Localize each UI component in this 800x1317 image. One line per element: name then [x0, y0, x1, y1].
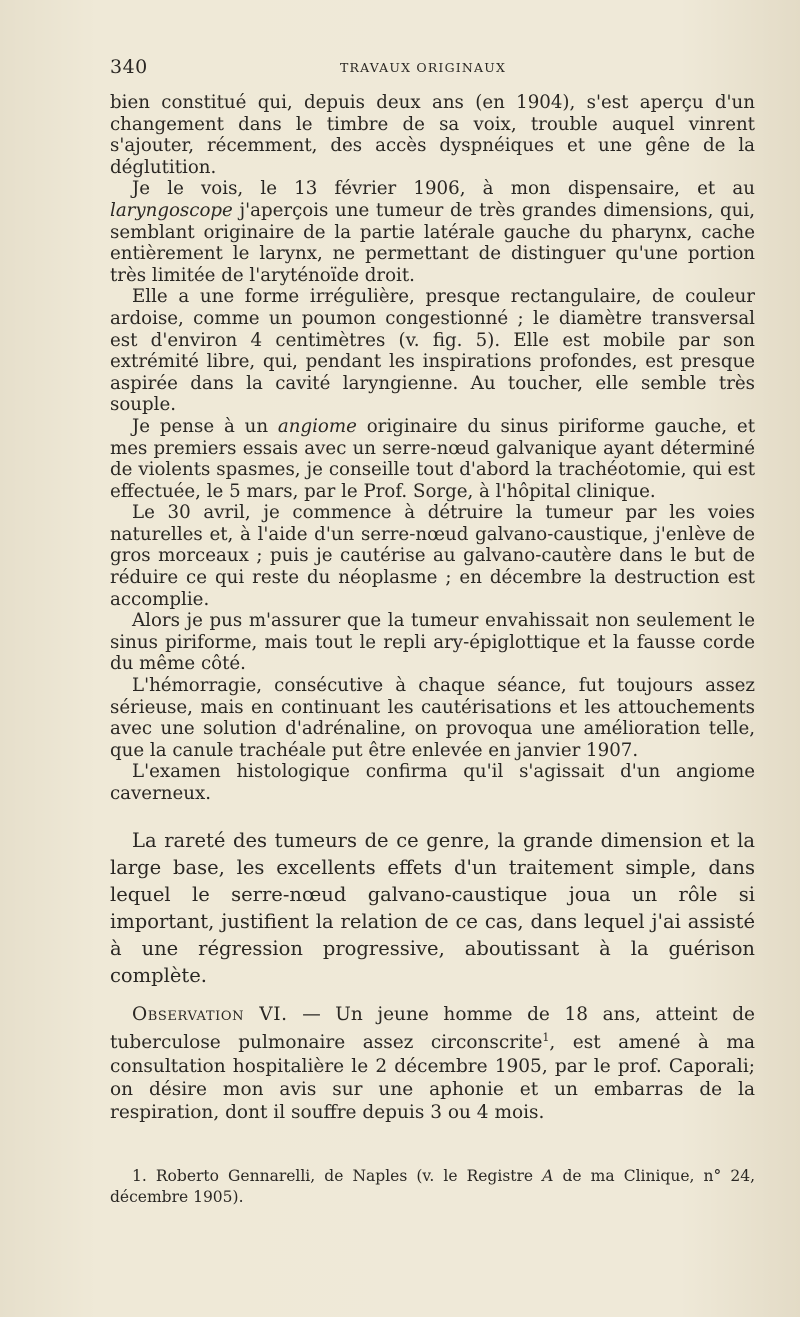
- running-title: TRAVAUX ORIGINAUX: [340, 60, 507, 75]
- body-text: [110, 92, 755, 1125]
- page-number: 340: [110, 56, 148, 78]
- footnote-reference: 1: [542, 1031, 550, 1044]
- paragraph-observation: Observation VI. — Un jeune homme de 18 ans, atteint de tuberculose pulmonaire assez circonscrite$^1$, est amené à ma consultation hospitalière le 2 décembre 1905, par le prof. Caporali; on désire mon avis sur une aphonie et un embarras de la respiration, dont il souffre depuis 3 ou 4 mois.: [110, 1003, 756, 1124]
- footnotes: [110, 1166, 755, 1208]
- paragraph-laryngoscope: Je le vois, le 13 février 1906, à mon dispensaire, et au laryngoscope j'aperçois une tumeur de très grandes dimensions, qui, semblant originaire de la partie latérale gauche du pharynx, cache entièrement le larynx, ne permettant de distinguer qu'une portion très limitée de l'aryténoïde droit.: [110, 178, 755, 286]
- paragraph-conclusion: La rareté des tumeurs de ce genre, la grande dimension et la large base, les excellents effets d'un traitement simple, dans lequel le serre-nœud galvano-caustique joua un rôle si important, justifient la relation de ce cas, dans lequel j'ai assisté à une régression progressive, aboutissant à la guérison complète.: [110, 828, 755, 987]
- paragraph-tumor-description: Elle a une forme irrégulière, presque rectangulaire, de couleur ardoise, comme un poumon congestionné ; le diamètre transversal est d'environ 4 centimètres (v. fig. 5). Elle est mobile par son extrémité libre, qui, pendant les inspirations profondes, est presque aspirée dans la cavité laryngienne. Au toucher, elle semble très souple.: [110, 286, 755, 416]
- paragraph-hemorrhage: L'hémorragie, consécutive à chaque séance, fut toujours assez sérieuse, mais en continuant les cautérisations et les attouchements avec une solution d'adrénaline, on provoqua une amélioration telle, que la canule trachéale put être enlevée en janvier 1907.: [110, 675, 755, 761]
- paragraph-extension: Alors je pus m'assurer que la tumeur envahissait non seulement le sinus piriforme, mais tout le repli ary-épiglottique et la fausse corde du même côté.: [110, 610, 755, 675]
- paragraph-angiome: Je pense à un angiome originaire du sinus piriforme gauche, et mes premiers essais avec un serre-nœud galvanique ayant déterminé de violents spasmes, je conseille tout d'abord la trachéotomie, qui est effectuée, le 5 mars, par le Prof. Sorge, à l'hôpital clinique.: [110, 415, 756, 502]
- paragraph-continuation: bien constitué qui, depuis deux ans (en 1904), s'est aperçu d'un changement dans le timbre de sa voix, trouble auquel vinrent s'ajouter, récemment, des accès dyspnéiques et une gêne de la déglutition.: [110, 92, 755, 178]
- footnote: 1. Roberto Gennarelli, de Naples (v. le Registre A de ma Clinique, n° 24, décembre 1905).: [110, 1167, 755, 1206]
- observation-label: Observation VI.: [132, 1003, 288, 1025]
- page-header: [110, 56, 755, 80]
- paragraph-histology: L'examen histologique confirma qu'il s'agissait d'un angiome caverneux.: [110, 761, 755, 804]
- paragraph-destruction: Le 30 avril, je commence à détruire la tumeur par les voies naturelles et, à l'aide d'un serre-nœud galvano-caustique, j'enlève de gros morceaux ; puis je cautérise au galvano-cautère dans le but de réduire ce qui reste du néoplasme ; en décembre la destruction est accomplie.: [110, 502, 755, 610]
